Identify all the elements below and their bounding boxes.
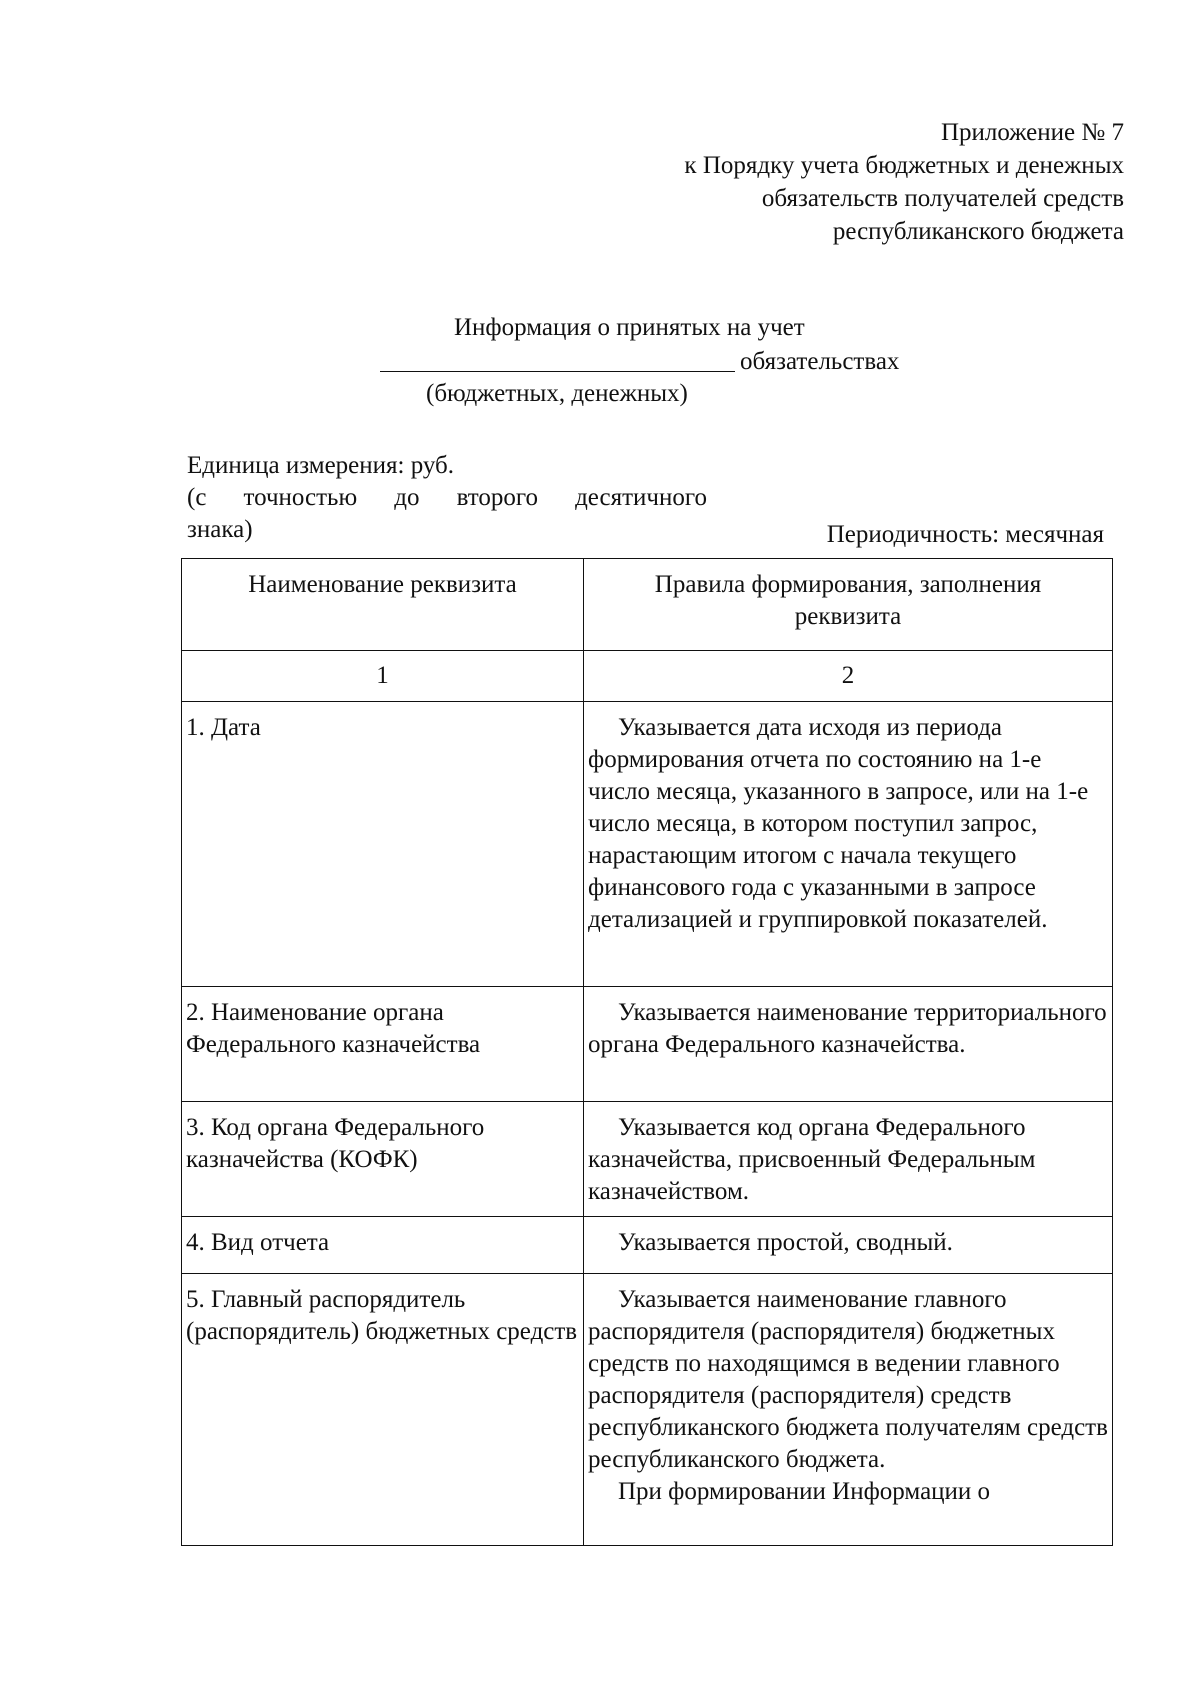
requisite-rule xyxy=(584,702,1113,987)
requisite-rule xyxy=(584,1102,1113,1217)
column-header: Наименование реквизита xyxy=(182,559,584,651)
column-number-row xyxy=(182,651,1113,702)
column-number: 2 xyxy=(584,651,1113,702)
rule-paragraph: Указывается простой, сводный. xyxy=(618,1229,953,1256)
periodicity: Периодичность: месячная xyxy=(826,521,1104,548)
requisite-name: 3. Код органа Федерального казначейства (КОФК) xyxy=(182,1102,584,1217)
requisite-name: 1. Дата xyxy=(182,702,584,987)
title-line: обязательствах xyxy=(740,348,900,375)
rule-paragraph: Указывается наименование главного распорядителя (распорядителя) бюджетных средств по находящимся в ведении главного распорядителя (распорядителя) средств республиканского бюджета получателям средств республиканского бюджета. xyxy=(588,1286,1108,1473)
units-precision-line xyxy=(187,482,707,514)
appendix-header xyxy=(684,116,1124,248)
units-word: точностью xyxy=(243,484,358,511)
units-word: второго xyxy=(456,484,538,511)
table-row xyxy=(182,702,1113,987)
requisite-rule xyxy=(584,1217,1113,1274)
appendix-line: Приложение № 7 xyxy=(940,119,1124,146)
title-line: Информация о принятых на учет xyxy=(454,314,805,341)
units-word: десятичного xyxy=(575,484,707,511)
table-row xyxy=(182,1217,1113,1274)
requisites-table xyxy=(181,558,1113,1546)
requisite-name: 4. Вид отчета xyxy=(182,1217,584,1274)
column-number: 1 xyxy=(182,651,584,702)
table-row xyxy=(182,987,1113,1102)
units-line: Единица измерения: руб. xyxy=(187,452,455,479)
units-line: знака) xyxy=(187,516,253,543)
units-word: (с xyxy=(187,484,207,511)
requisite-name: 5. Главный распорядитель (распорядитель) бюджетных средств xyxy=(182,1274,584,1546)
requisite-rule xyxy=(584,1274,1113,1546)
table-row xyxy=(182,1274,1113,1546)
units-block xyxy=(187,450,707,546)
rule-paragraph: Указывается наименование территориального органа Федерального казначейства. xyxy=(588,999,1107,1058)
column-header: Правила формирования, заполнения реквизита xyxy=(584,559,1113,651)
table-row xyxy=(182,1102,1113,1217)
rule-paragraph: Указывается код органа Федерального казначейства, присвоенный Федеральным казначейством. xyxy=(588,1114,1036,1205)
appendix-line: обязательств получателей средств xyxy=(761,185,1124,212)
rule-paragraph: Указывается дата исходя из периода формирования отчета по состоянию на 1-е число месяца, указанного в запросе, или на 1-е число месяца, в котором поступил запрос, нарастающим итогом с начала текущего финансового года с указанными в запросе детализацией и группировкой показателей. xyxy=(588,714,1089,933)
requisite-name: 2. Наименование органа Федерального казначейства xyxy=(182,987,584,1102)
table-header-row xyxy=(182,559,1113,651)
appendix-line: республиканского бюджета xyxy=(832,218,1124,245)
appendix-line: к Порядку учета бюджетных и денежных xyxy=(684,152,1124,179)
units-word: до xyxy=(394,484,420,511)
requisite-rule xyxy=(584,987,1113,1102)
title-blank-underline xyxy=(380,371,735,372)
rule-paragraph: При формировании Информации о xyxy=(618,1478,991,1505)
title-subline: (бюджетных, денежных) xyxy=(426,380,688,407)
